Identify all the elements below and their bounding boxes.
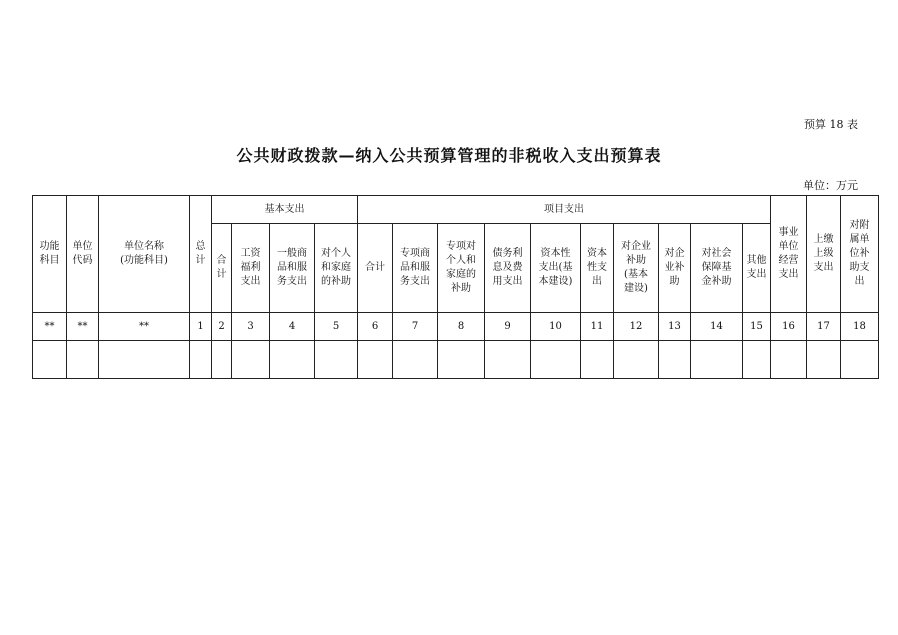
data-cell	[659, 341, 691, 379]
index-cell: **	[33, 313, 67, 341]
header-proj-ent-sub-base: 对企业 补助 (基本 建设)	[614, 224, 659, 313]
data-cell	[485, 341, 531, 379]
data-cell	[614, 341, 659, 379]
data-cell	[841, 341, 879, 379]
unit-label: 单位：万元	[803, 179, 858, 192]
header-proj-debt: 债务利 息及费 用支出	[485, 224, 531, 313]
data-cell	[99, 341, 190, 379]
data-cell	[531, 341, 581, 379]
header-proj-social: 对社会 保障基 金补助	[691, 224, 743, 313]
budget-table	[32, 195, 879, 379]
form-number: 预算 18 表	[804, 118, 858, 131]
header-total: 总 计	[190, 196, 212, 313]
header-group-basic: 基本支出	[212, 196, 358, 224]
index-cell: 16	[771, 313, 807, 341]
header-func-subject: 功能 科目	[33, 196, 67, 313]
header-proj-ent-sub: 对企 业补 助	[659, 224, 691, 313]
index-cell: 18	[841, 313, 879, 341]
data-cell	[581, 341, 614, 379]
index-cell: 5	[315, 313, 358, 341]
index-cell: 9	[485, 313, 531, 341]
index-cell: 14	[691, 313, 743, 341]
header-proj-personal: 专项对 个人和 家庭的 补助	[438, 224, 485, 313]
header-proj-capital-base: 资本性 支出(基 本建设)	[531, 224, 581, 313]
index-cell: 17	[807, 313, 841, 341]
header-business: 事业 单位 经营 支出	[771, 196, 807, 313]
header-proj-capital: 资本 性支 出	[581, 224, 614, 313]
header-unit-code: 单位 代码	[67, 196, 99, 313]
data-cell	[315, 341, 358, 379]
data-cell	[393, 341, 438, 379]
data-cell	[771, 341, 807, 379]
header-proj-goods: 专项商 品和服 务支出	[393, 224, 438, 313]
header-basic-total: 合 计	[212, 224, 232, 313]
index-cell: 11	[581, 313, 614, 341]
page-title: 公共财政拨款—纳入公共预算管理的非税收入支出预算表	[236, 146, 662, 165]
data-cell	[232, 341, 270, 379]
data-cell	[358, 341, 393, 379]
index-cell: 13	[659, 313, 691, 341]
header-subsidiary: 对附 属单 位补 助支 出	[841, 196, 879, 313]
data-cell	[807, 341, 841, 379]
index-cell: **	[99, 313, 190, 341]
data-cell	[33, 341, 67, 379]
header-group-project: 项目支出	[358, 196, 771, 224]
data-cell	[691, 341, 743, 379]
index-cell: 2	[212, 313, 232, 341]
index-cell: 6	[358, 313, 393, 341]
header-basic-personal: 对个人 和家庭 的补助	[315, 224, 358, 313]
header-basic-goods: 一般商 品和服 务支出	[270, 224, 315, 313]
data-cell	[67, 341, 99, 379]
index-cell: 10	[531, 313, 581, 341]
data-cell	[212, 341, 232, 379]
index-cell: 15	[743, 313, 771, 341]
data-cell	[743, 341, 771, 379]
index-cell: 4	[270, 313, 315, 341]
index-cell: 1	[190, 313, 212, 341]
index-row	[33, 313, 879, 341]
table-row	[33, 341, 879, 379]
index-cell: 8	[438, 313, 485, 341]
data-cell	[270, 341, 315, 379]
data-cell	[190, 341, 212, 379]
index-cell: **	[67, 313, 99, 341]
index-cell: 12	[614, 313, 659, 341]
index-cell: 7	[393, 313, 438, 341]
index-cell: 3	[232, 313, 270, 341]
header-basic-wages: 工资 福利 支出	[232, 224, 270, 313]
header-unit-name: 单位名称 (功能科目)	[99, 196, 190, 313]
header-proj-other: 其他 支出	[743, 224, 771, 313]
header-proj-total: 合计	[358, 224, 393, 313]
data-cell	[438, 341, 485, 379]
header-upper: 上缴 上级 支出	[807, 196, 841, 313]
